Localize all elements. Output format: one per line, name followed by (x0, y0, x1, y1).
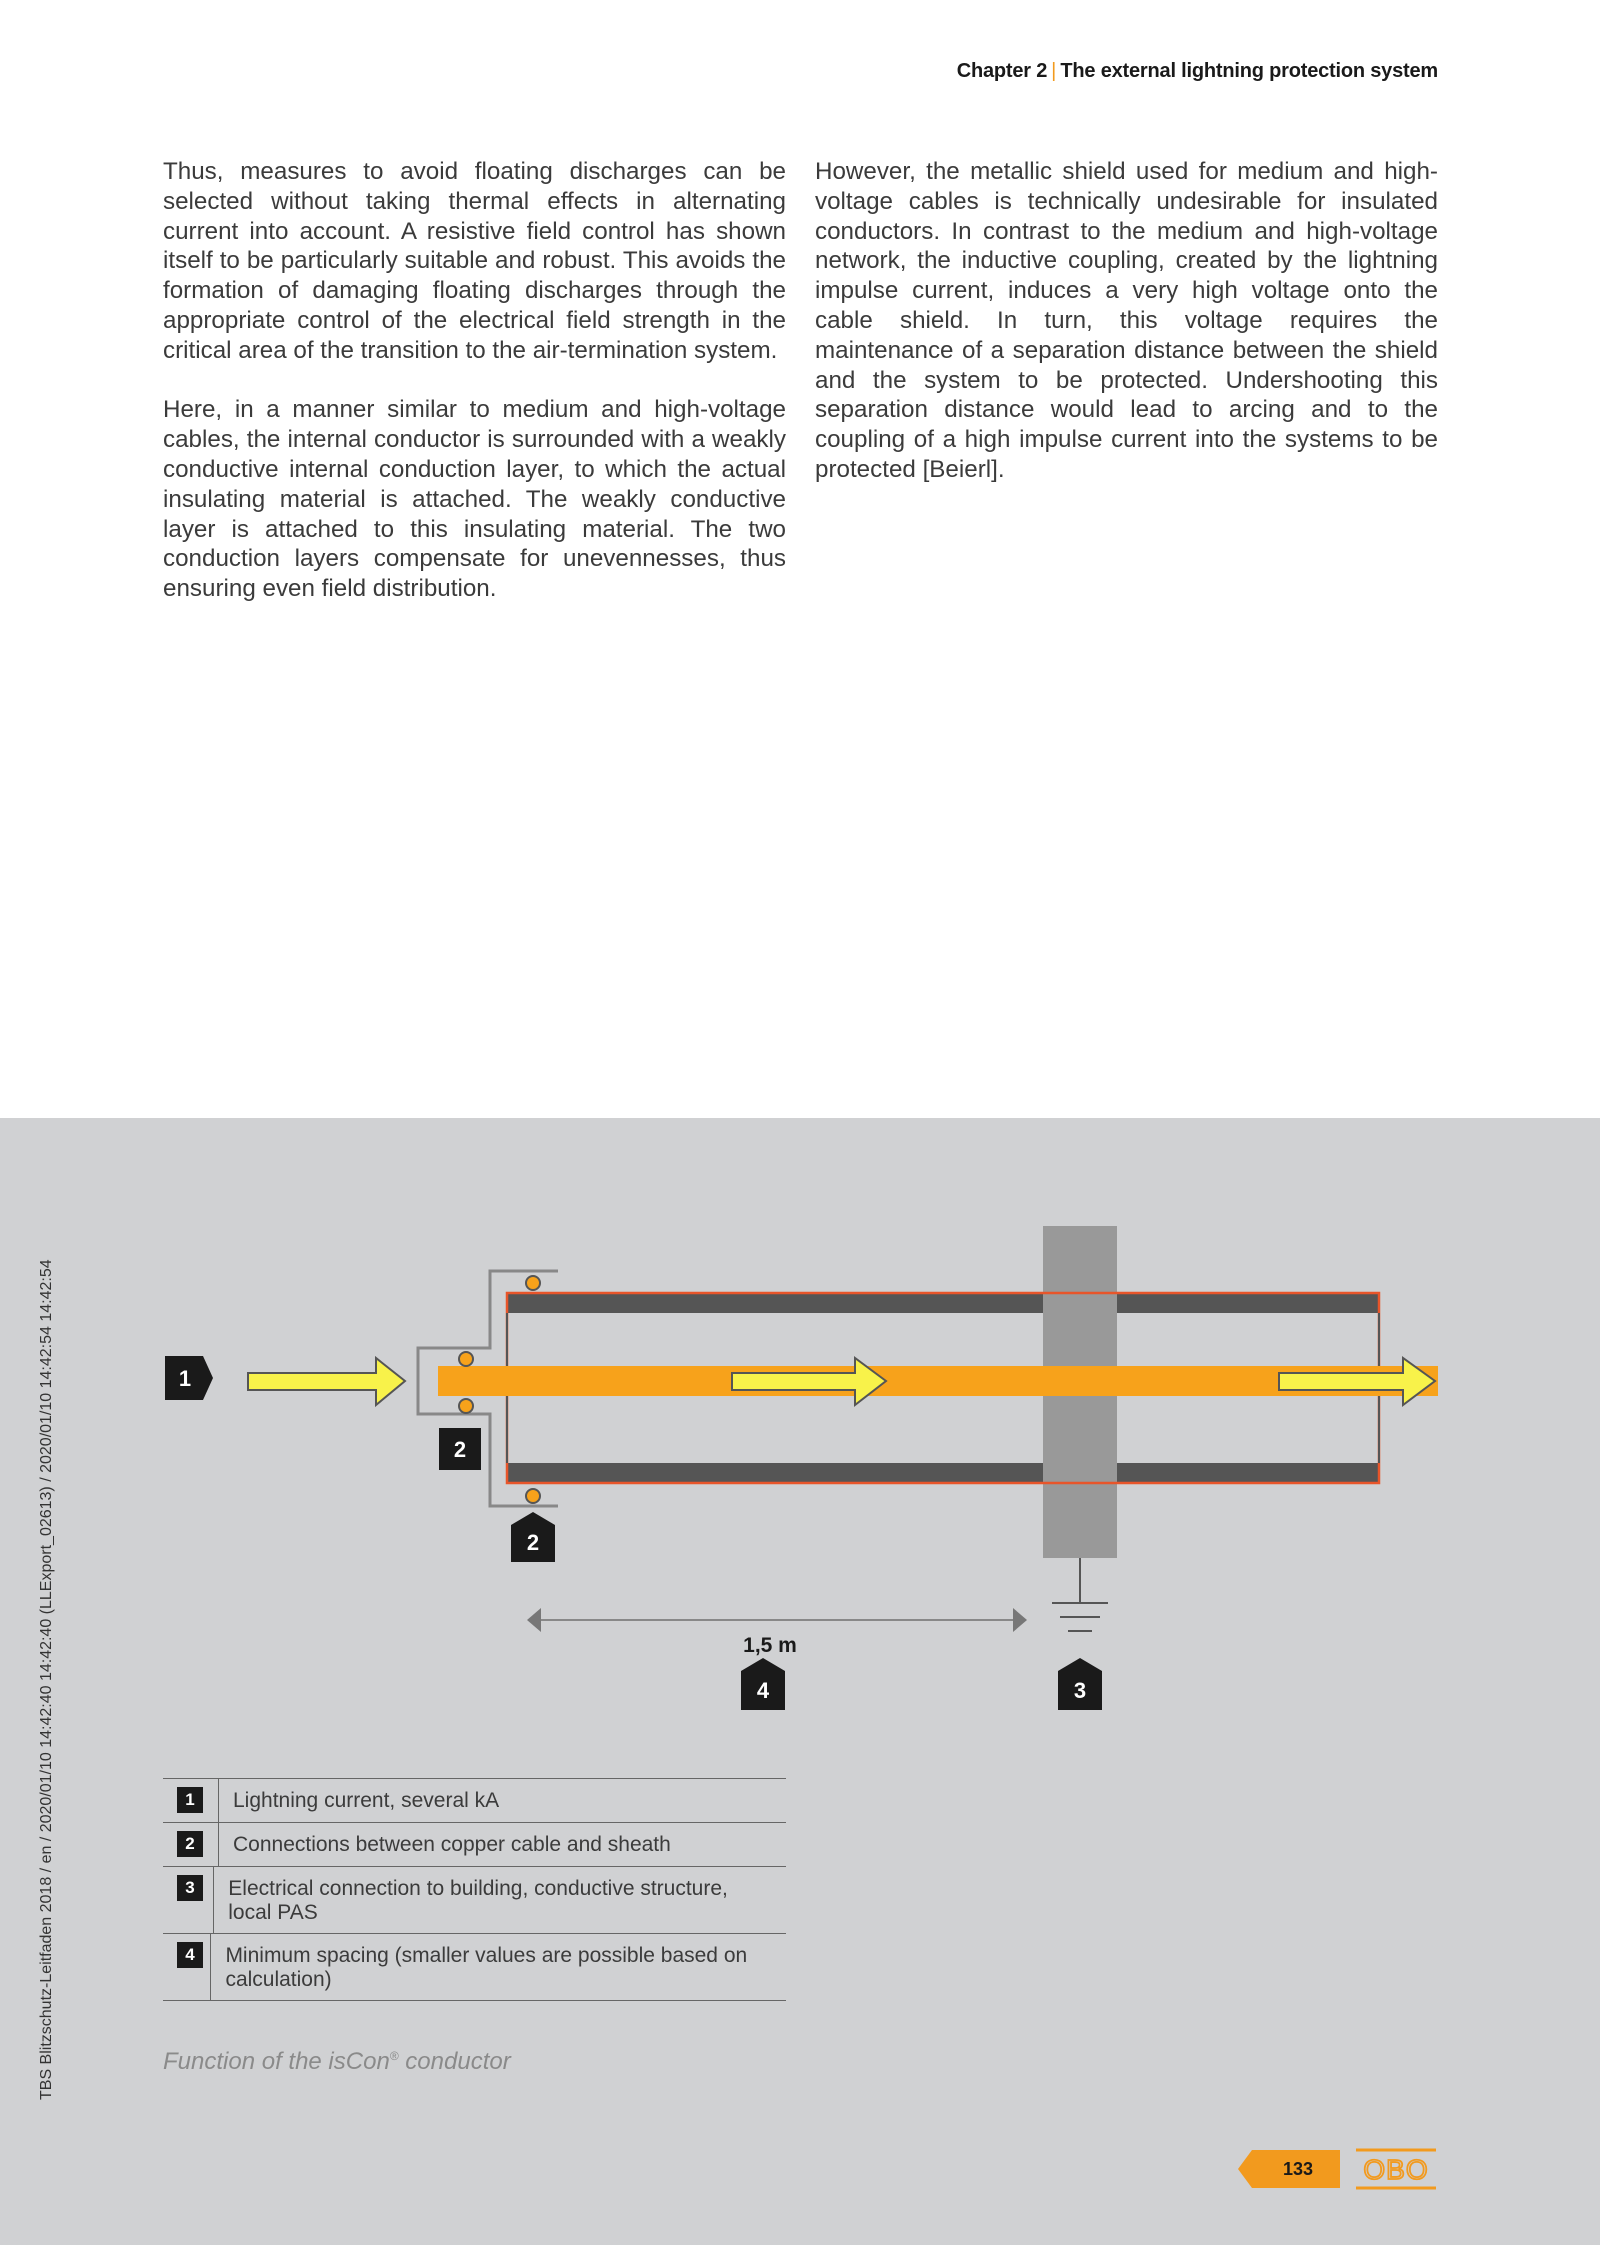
text-column-right (815, 157, 1438, 515)
svg-text:OBO: OBO (1363, 2154, 1429, 2185)
legend-row (163, 1934, 786, 2001)
chapter-title: The external lightning protection system (1060, 60, 1438, 82)
svg-text:2: 2 (526, 1530, 540, 1555)
running-header (957, 60, 1438, 83)
marker-4 (741, 1658, 785, 1710)
marker-1 (165, 1356, 213, 1400)
legend-text: Connections between copper cable and sheath (233, 1833, 671, 1856)
marker-2 (439, 1428, 481, 1470)
current-arrow (732, 1358, 886, 1405)
svg-text:3: 3 (1073, 1678, 1087, 1703)
connection-point (459, 1399, 473, 1413)
header-separator: | (1051, 60, 1057, 82)
svg-text:4: 4 (756, 1678, 770, 1703)
page-number-badge (1238, 2150, 1340, 2188)
text-column-left (163, 157, 786, 634)
legend-number: 3 (177, 1875, 203, 1901)
legend-row (163, 1867, 786, 1934)
paragraph: Here, in a manner similar to medium and high-voltage cables, the internal conductor is surrounded with a weakly conductive internal conduction layer, to which the actual insulating material is attached. The weakly conductive layer is attached to this insulating material. The two conduction layers compensate for unevennesses, thus ensuring even field distribution. (163, 396, 786, 603)
legend-text: Lightning current, several kA (233, 1789, 500, 1812)
legend-text: Electrical connection to building, conductive structure, local PAS (228, 1877, 728, 1924)
iscon-diagram (0, 1118, 1600, 1738)
marker-3 (1058, 1658, 1102, 1710)
legend-row (163, 1779, 786, 1823)
legend-number: 1 (177, 1787, 203, 1813)
connection-point (526, 1489, 540, 1503)
legend-row (163, 1823, 786, 1867)
legend-text: Minimum spacing (smaller values are possible based on calculation) (225, 1944, 748, 1991)
obo-logo (1356, 2148, 1436, 2190)
svg-text:1: 1 (178, 1366, 192, 1391)
legend-number: 4 (177, 1942, 203, 1968)
chapter-label: Chapter 2 (956, 60, 1048, 82)
svg-text:2: 2 (453, 1437, 467, 1462)
marker-2 (511, 1512, 555, 1562)
side-imprint: TBS Blitzschutz-Leitfaden 2018 / en / 2020/01/10 14:42:40 14:42:40 (LLExport_02613) / 2020/01/10 14:42:54 14:42:54 (38, 1259, 55, 2100)
legend-table (163, 1778, 786, 2001)
paragraph: Thus, measures to avoid floating discharges can be selected without taking thermal effects in alternating current into account. A resistive field control has shown itself to be particularly suitable and robust. This avoids the formation of damaging floating discharges through the appropriate control of the electrical field strength in the critical area of the transition to the air-termination system. (163, 158, 786, 364)
connection-point (526, 1276, 540, 1290)
current-arrow (1279, 1358, 1435, 1405)
page-number: 133 (1282, 2159, 1314, 2179)
connection-point (459, 1352, 473, 1366)
distance-label: 1,5 m (743, 1634, 797, 1657)
paragraph: However, the metallic shield used for medium and high-voltage cables is technically undesirable for insulated conductors. In contrast to the medium and high-voltage network, the inductive coupling, created by the lightning impulse current, induces a very high voltage onto the cable shield. In turn, this voltage requires the maintenance of a separation distance between the shield and the system to be protected. Undershooting this separation distance would lead to arcing and to the coupling of a high impulse current into the systems to be protected [Beierl]. (815, 158, 1438, 483)
figure-caption: Function of the isCon® conductor (163, 2048, 511, 2075)
current-arrow (248, 1358, 405, 1405)
legend-number: 2 (177, 1831, 203, 1857)
